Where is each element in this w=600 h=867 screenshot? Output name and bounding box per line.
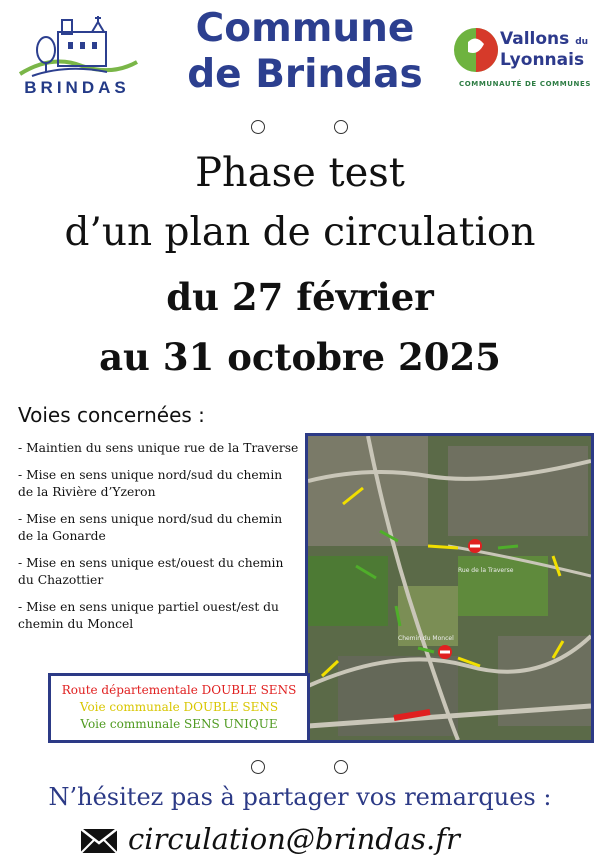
brindas-logo-text: BRINDAS bbox=[24, 78, 130, 97]
list-item: - Mise en sens unique est/ouest du chemin du Chazottier bbox=[18, 556, 284, 587]
title-line-1: Commune bbox=[195, 6, 415, 51]
envelope-icon bbox=[80, 828, 118, 854]
list-item: - Mise en sens unique nord/sud du chemin de la Rivière d’Yzeron bbox=[18, 468, 283, 499]
partner-logo-subtitle: COMMUNAUTÉ DE COMMUNES bbox=[458, 80, 592, 88]
page-title bbox=[160, 6, 450, 98]
legend-red: Route départementale DOUBLE SENS bbox=[61, 683, 297, 697]
voies-list bbox=[18, 440, 300, 643]
traffic-map bbox=[305, 433, 594, 743]
map-label-traverse: Rue de la Traverse bbox=[458, 567, 514, 574]
map-legend bbox=[48, 673, 310, 743]
legend-green: Voie communale SENS UNIQUE bbox=[80, 717, 278, 731]
contact-email-link[interactable]: circulation@brindas.fr bbox=[128, 822, 460, 856]
partner-logo-line1: Vallons bbox=[500, 29, 570, 49]
headline-line-1: Phase test bbox=[195, 150, 405, 196]
partner-logo-du: du bbox=[575, 37, 589, 47]
list-item: - Mise en sens unique partiel ouest/est du chemin du Moncel bbox=[18, 600, 279, 631]
headline-date-start: du 27 février bbox=[166, 275, 434, 319]
voies-heading: Voies concernées : bbox=[18, 403, 205, 427]
list-item: - Maintien du sens unique rue de la Traverse bbox=[18, 441, 299, 455]
headline-date-end: au 31 octobre 2025 bbox=[99, 335, 501, 379]
list-item: - Mise en sens unique nord/sud du chemin de la Gonarde bbox=[18, 512, 283, 543]
legend-yellow: Voie communale DOUBLE SENS bbox=[79, 700, 279, 714]
title-line-2: de Brindas bbox=[187, 52, 423, 97]
hole-ring bbox=[334, 760, 348, 774]
map-label-moncel: Chemin du Moncel bbox=[398, 635, 454, 642]
partner-logo-line2: Lyonnais bbox=[500, 50, 585, 70]
remark-text: N’hésitez pas à partager vos remarques : bbox=[48, 783, 552, 811]
partner-logo-text bbox=[500, 30, 600, 69]
hole-ring bbox=[251, 120, 265, 134]
headline-line-2: d’un plan de circulation bbox=[64, 210, 536, 255]
hole-ring bbox=[334, 120, 348, 134]
hole-ring bbox=[251, 760, 265, 774]
aerial-map-image bbox=[308, 436, 591, 740]
